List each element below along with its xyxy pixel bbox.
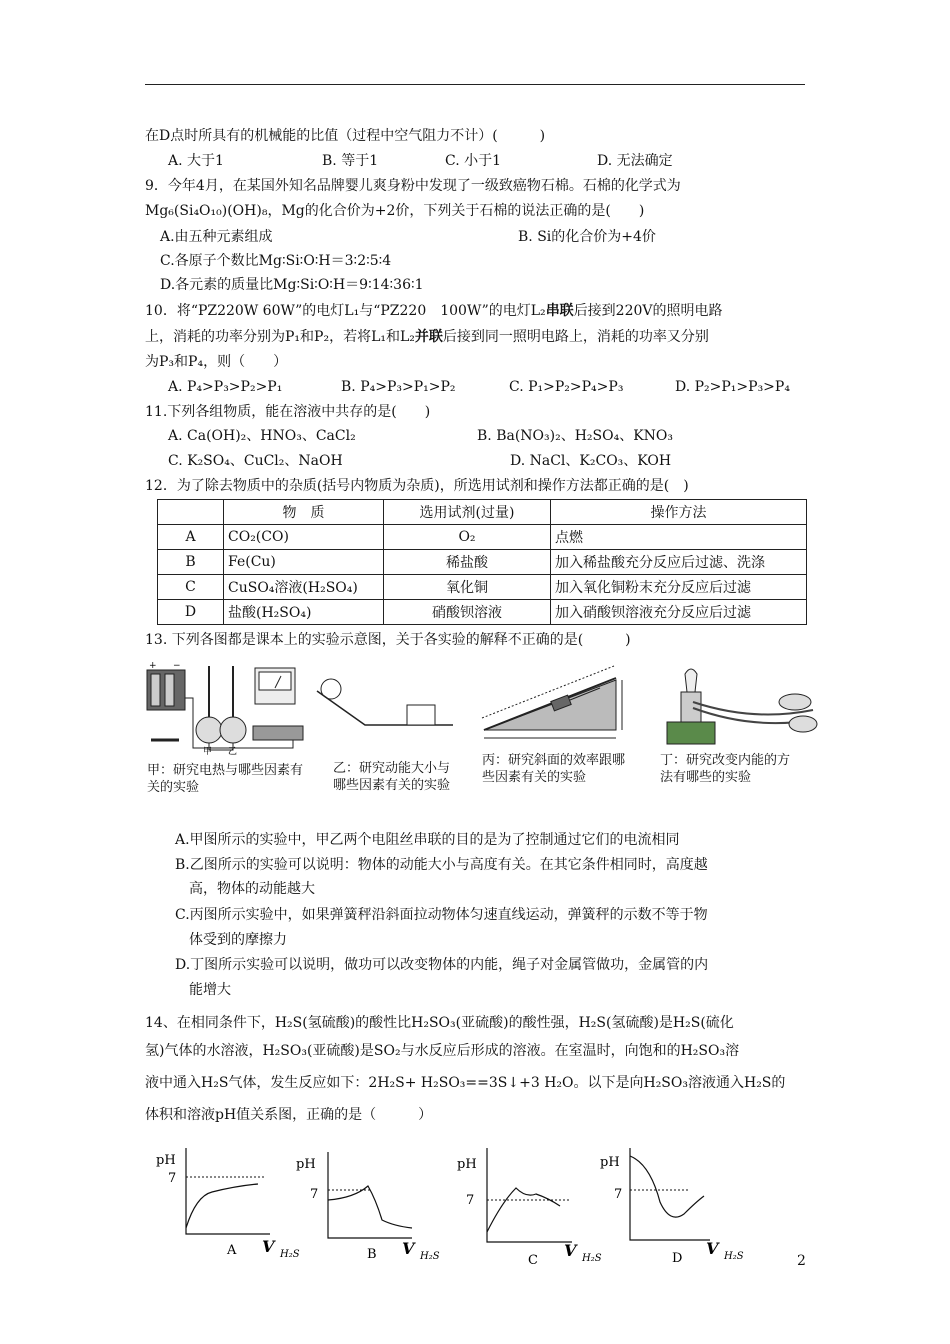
q10-option-a: A. P₄>P₃>P₂>P₁ — [168, 379, 283, 395]
q11-option-b: B. Ba(NO₃)₂、H₂SO₄、KNO₃ — [477, 428, 673, 444]
graph-y-label: pH — [296, 1157, 316, 1172]
table-cell: O₂ — [384, 525, 551, 550]
q12-table — [157, 499, 807, 625]
q13-option-d-line2: 能增大 — [189, 982, 231, 998]
table-cell: A — [158, 525, 224, 550]
table-cell: 加入稀盐酸充分反应后过滤、洗涤 — [551, 550, 807, 575]
graph-c — [457, 1148, 602, 1268]
graph-y-label: pH — [457, 1157, 477, 1172]
q8-option-c: C. 小于1 — [445, 153, 502, 169]
q9-stem-line2: Mg₆(Si₄O₁₀)(OH)₈，Mg的化合价为+2价，下列关于石棉的说法正确的是( ) — [145, 203, 645, 219]
table-header-cell: 操作方法 — [551, 500, 807, 525]
table-row — [158, 575, 807, 600]
fig-jia-circuit — [143, 658, 311, 758]
q8-option-b: B. 等于1 — [322, 153, 379, 169]
q13-option-d-line1: D.丁图所示实验可以说明，做功可以改变物体的内能，绳子对金属管做功，金属管的内 — [175, 957, 709, 973]
q13-option-a: A.甲图所示的实验中，甲乙两个电阻丝串联的目的是为了控制通过它们的电流相同 — [175, 832, 680, 848]
table-cell: CO₂(CO) — [224, 525, 384, 550]
q13-option-c-line2: 体受到的摩擦力 — [189, 932, 287, 948]
graph-y-label: pH — [156, 1153, 176, 1168]
q12-stem: 12．为了除去物质中的杂质(括号内物质为杂质)，所选用试剂和操作方法都正确的是( ) — [145, 478, 689, 494]
q11-option-a: A. Ca(OH)₂、HNO₃、CaCl₂ — [168, 428, 356, 444]
q11-option-c: C. K₂SO₄、CuCl₂、NaOH — [168, 453, 343, 469]
fig-jia-caption: 甲：研究电热与哪些因素有关的实验 — [147, 763, 304, 795]
q10-option-d: D. P₂>P₁>P₃>P₄ — [675, 379, 790, 395]
graph-x-label: V — [262, 1237, 275, 1256]
table-cell: 硝酸钡溶液 — [384, 600, 551, 625]
q10-option-c: C. P₁>P₂>P₄>P₃ — [509, 379, 624, 395]
table-cell: 加入氧化铜粉末充分反应后过滤 — [551, 575, 807, 600]
fig-bing-caption: 丙：研究斜面的效率跟哪些因素有关的实验 — [482, 753, 626, 785]
q10-text: 上，消耗的功率分别为P₁和P₂，若将L₁和L₂ — [145, 329, 415, 345]
q13-option-b-line2: 高，物体的动能越大 — [189, 881, 315, 897]
graph-name: B — [367, 1247, 377, 1262]
q8-option-a: A. 大于1 — [168, 153, 224, 169]
table-cell: 稀盐酸 — [384, 550, 551, 575]
q10-stem-line1 — [145, 301, 723, 321]
q14-stem-line4: 体积和溶液pH值关系图，正确的是（ ） — [145, 1107, 433, 1123]
table-header-cell — [158, 500, 224, 525]
table-cell: 点燃 — [551, 525, 807, 550]
table-row — [158, 550, 807, 575]
q10-bold-parallel: 并联 — [414, 329, 443, 345]
q10-text: 后接到同一照明电路上，消耗的功率又分别 — [442, 329, 709, 345]
q10-text: 后接到220V的照明电路 — [573, 303, 723, 319]
fig-bing-incline — [478, 660, 626, 742]
q14-stem-line3: 液中通入H₂S气体，发生反应如下：2H₂S+ H₂SO₃==3S↓+3 H₂O。以下是向H₂SO₃溶液通入H₂S的 — [145, 1075, 786, 1091]
graph-x-sub: H₂S — [420, 1251, 440, 1262]
q8-tail-line: 在D点时所具有的机械能的比值（过程中空气阻力不计）( ) — [145, 128, 546, 144]
svg-text:−: − — [173, 661, 181, 671]
q9-option-b: B. Si的化合价为+4价 — [518, 229, 656, 245]
q13-option-c-line1: C.丙图所示实验中，如果弹簧秤沿斜面拉动物体匀速直线运动，弹簧秤的示数不等于物 — [175, 907, 708, 923]
graph-ref-label: 7 — [168, 1171, 177, 1186]
graph-d — [600, 1148, 744, 1266]
q14-stem-line2: 氢)气体的水溶液，H₂SO₃(亚硫酸)是SO₂与水反应后形成的溶液。在室温时，向饱和的H₂SO₃溶 — [145, 1043, 740, 1059]
table-cell: 盐酸(H₂SO₄) — [224, 600, 384, 625]
table-header-cell: 选用试剂(过量) — [384, 500, 551, 525]
graph-name: D — [672, 1251, 683, 1266]
graph-name: A — [227, 1243, 237, 1258]
table-header-cell: 物 质 — [224, 500, 384, 525]
graph-ref-label: 7 — [466, 1193, 475, 1208]
table-row — [158, 525, 807, 550]
header-rule — [145, 84, 805, 85]
q11-option-d: D. NaCl、K₂CO₃、KOH — [510, 453, 672, 469]
q8-option-d: D. 无法确定 — [597, 153, 673, 169]
graph-b — [296, 1152, 440, 1262]
q11-stem: 11.下列各组物质，能在溶液中共存的是( ) — [145, 404, 431, 420]
q10-stem-line2 — [145, 327, 709, 347]
table-cell: D — [158, 600, 224, 625]
q13-option-b-line1: B.乙图所示的实验可以说明：物体的动能大小与高度有关。在其它条件相同时，高度越 — [175, 857, 708, 873]
table-cell: Fe(Cu) — [224, 550, 384, 575]
table-cell: C — [158, 575, 224, 600]
graph-ref-label: 7 — [310, 1187, 319, 1202]
table-cell: 加入硝酸钡溶液充分反应后过滤 — [551, 600, 807, 625]
fig-yi-ramp — [315, 675, 455, 735]
table-header-row — [158, 500, 807, 525]
q10-text: 10．将“PZ220W 60W”的电灯L₁与“PZ220 100W”的电灯L₂ — [145, 303, 546, 319]
svg-text:+: + — [149, 661, 157, 671]
graph-name: C — [528, 1253, 538, 1268]
graph-ref-label: 7 — [614, 1187, 623, 1202]
fig-yi-caption: 乙：研究动能大小与哪些因素有关的实验 — [333, 761, 451, 793]
table-cell: B — [158, 550, 224, 575]
graph-x-sub: H₂S — [280, 1249, 300, 1260]
q10-option-b: B. P₄>P₃>P₁>P₂ — [341, 379, 456, 395]
q9-option-d: D.各元素的质量比Mg∶Si∶O∶H＝9∶14∶36∶1 — [160, 277, 424, 293]
graph-x-sub: H₂S — [582, 1253, 602, 1264]
graph-y-label: pH — [600, 1155, 620, 1170]
fig-label-yi: 乙 — [228, 747, 238, 757]
q14-graphs — [150, 1140, 810, 1270]
q10-bold-series: 串联 — [545, 303, 574, 319]
q10-stem-line3: 为P₃和P₄，则（ ） — [145, 354, 288, 370]
graph-a — [156, 1148, 300, 1260]
graph-x-sub: H₂S — [724, 1251, 744, 1262]
graph-x-label: V — [706, 1239, 719, 1258]
graph-x-label: V — [402, 1239, 415, 1258]
table-row — [158, 600, 807, 625]
q14-stem-line1: 14、在相同条件下，H₂S(氢硫酸)的酸性比H₂SO₃(亚硫酸)的酸性强，H₂S(氢硫酸)是H₂S(硫化 — [145, 1015, 734, 1031]
page-number: 2 — [797, 1253, 806, 1269]
graph-x-label: V — [564, 1241, 577, 1260]
fig-ding-rope — [663, 662, 818, 748]
table-cell: CuSO₄溶液(H₂SO₄) — [224, 575, 384, 600]
q9-option-a: A.由五种元素组成 — [160, 229, 273, 245]
fig-label-jia: 甲 — [203, 747, 213, 757]
q9-option-c: C.各原子个数比Mg∶Si∶O∶H＝3∶2∶5∶4 — [160, 253, 392, 269]
table-cell: 氧化铜 — [384, 575, 551, 600]
q9-stem-line1: 9．今年4月，在某国外知名品牌婴儿爽身粉中发现了一级致癌物石棉。石棉的化学式为 — [145, 178, 681, 194]
q13-stem: 13. 下列各图都是课本上的实验示意图，关于各实验的解释不正确的是( ) — [145, 632, 631, 648]
fig-ding-caption: 丁：研究改变内能的方法有哪些的实验 — [660, 753, 791, 785]
